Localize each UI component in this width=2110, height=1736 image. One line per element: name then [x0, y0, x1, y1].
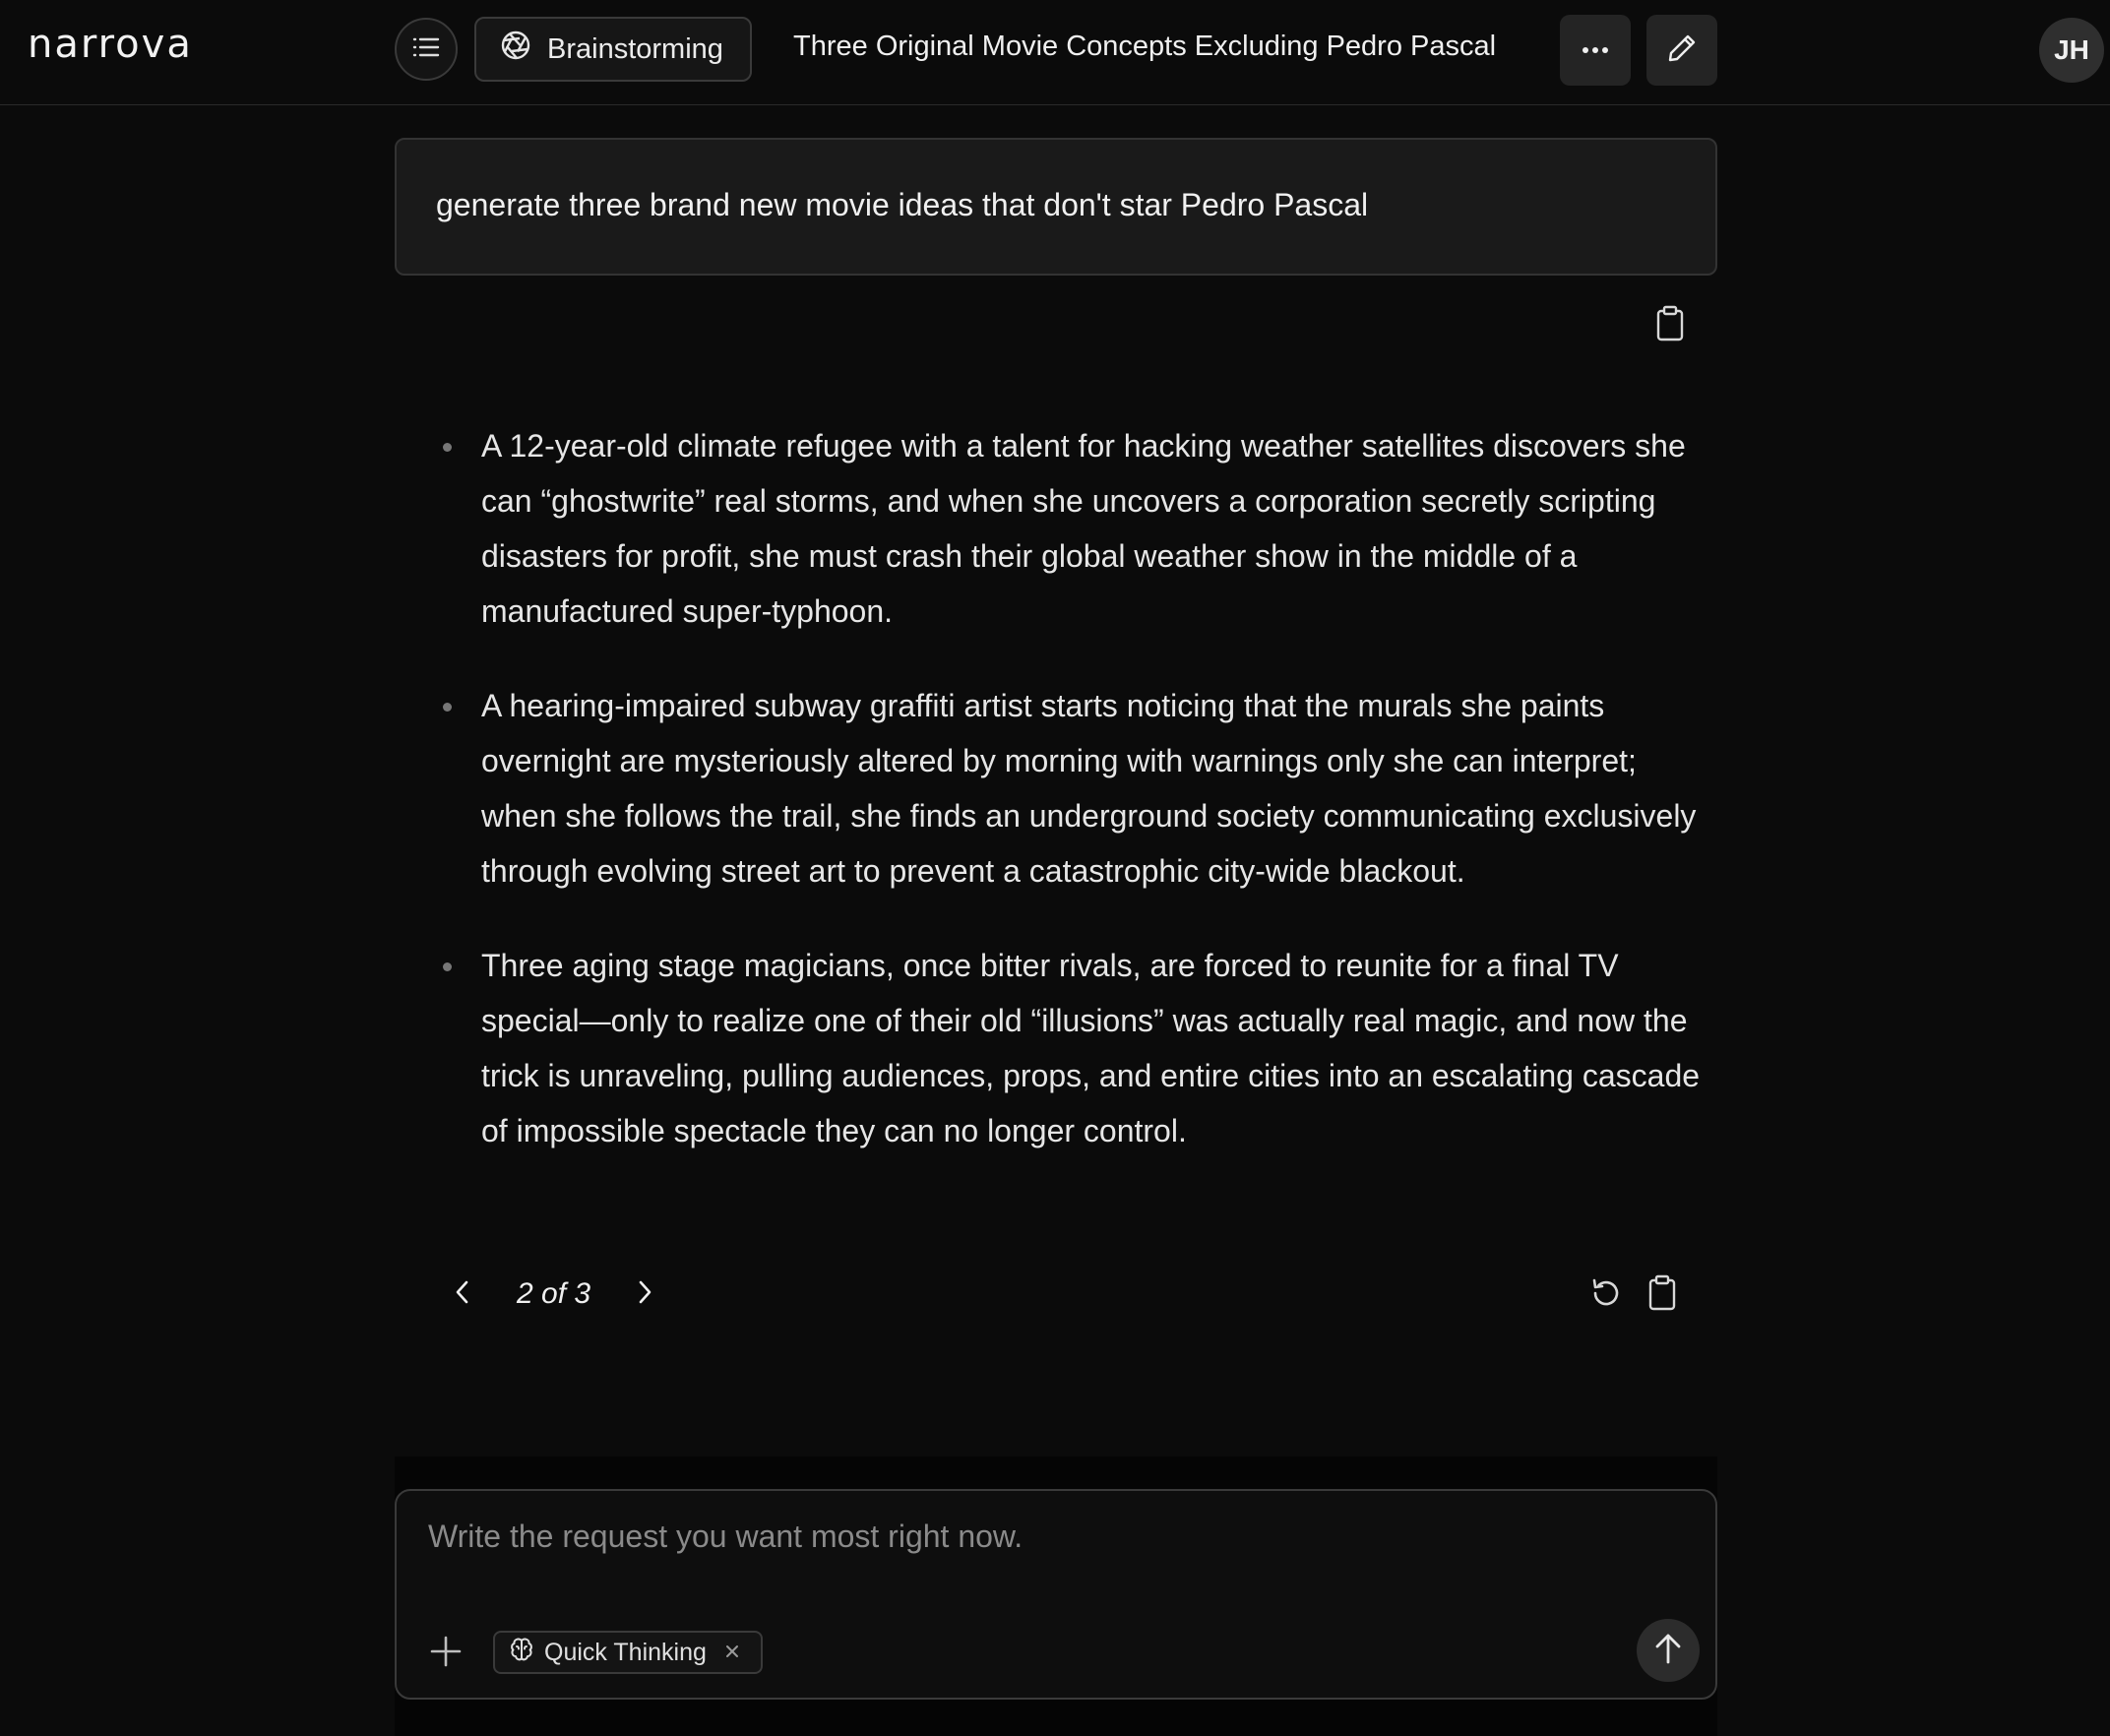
user-message [395, 138, 1717, 276]
user-avatar[interactable]: JH [2039, 18, 2104, 83]
ellipsis-icon [1582, 41, 1609, 59]
arrow-up-icon [1653, 1632, 1683, 1670]
plus-icon [429, 1635, 463, 1673]
mode-selector-button[interactable] [474, 17, 752, 82]
user-message-text: generate three brand new movie ideas that don't star Pedro Pascal [436, 187, 1369, 222]
app-logo[interactable]: narrova [28, 22, 193, 67]
send-button[interactable] [1637, 1619, 1700, 1682]
next-response-button[interactable] [630, 1274, 659, 1314]
refresh-icon [1589, 1276, 1623, 1315]
message-input[interactable] [428, 1519, 1678, 1578]
list-item: A hearing-impaired subway graffiti artist starts noticing that the murals she paints overnight are mysteriously altered by morning with warnings only she can interpret; when she follows the trail, she finds an underground society communicating exclusively through evolving street art to prevent a catastrophic city-wide blackout. [433, 678, 1712, 899]
chevron-right-icon [637, 1279, 652, 1310]
message-composer [395, 1489, 1717, 1700]
close-icon[interactable] [724, 1639, 740, 1666]
aperture-icon [500, 30, 531, 69]
clipboard-icon [1645, 1274, 1679, 1317]
quick-thinking-chip[interactable] [493, 1631, 763, 1674]
list-item: A 12-year-old climate refugee with a talent for hacking weather satellites discovers she can “ghostwrite” real storms, and when she uncovers a corporation secretly scripting disasters for profit, she must crash their global weather show in the middle of a manufactured super-typhoon. [433, 418, 1712, 639]
top-bar [0, 0, 2110, 105]
quick-thinking-label: Quick Thinking [544, 1638, 707, 1666]
regenerate-button[interactable] [1588, 1275, 1624, 1315]
response-pager [448, 1274, 659, 1314]
previous-response-button[interactable] [448, 1274, 477, 1314]
add-attachment-button[interactable] [426, 1634, 465, 1673]
conversation-title: Three Original Movie Concepts Excluding Pedro Pascal [793, 31, 1497, 62]
movie-idea-list [433, 418, 1712, 1158]
clipboard-icon [1653, 330, 1687, 346]
more-options-button[interactable] [1560, 15, 1631, 86]
mode-label: Brainstorming [547, 32, 723, 65]
pencil-icon [1666, 32, 1698, 69]
brain-icon [509, 1637, 534, 1669]
edit-title-button[interactable] [1646, 15, 1717, 86]
chevron-left-icon [455, 1279, 470, 1310]
copy-prompt-button[interactable] [1653, 305, 1687, 342]
copy-response-button[interactable] [1645, 1275, 1680, 1315]
conversation-list-button[interactable] [395, 18, 458, 81]
response-page-counter: 2 of 3 [517, 1277, 591, 1310]
assistant-response [433, 418, 1712, 1198]
list-icon [412, 35, 440, 64]
list-item: Three aging stage magicians, once bitter rivals, are forced to reunite for a final TV special—only to realize one of their old “illusions” was actually real magic, and now the trick is unraveling, pulling audiences, props, and entire cities into an escalating cascade of impossible spectacle they can no longer control. [433, 938, 1712, 1158]
